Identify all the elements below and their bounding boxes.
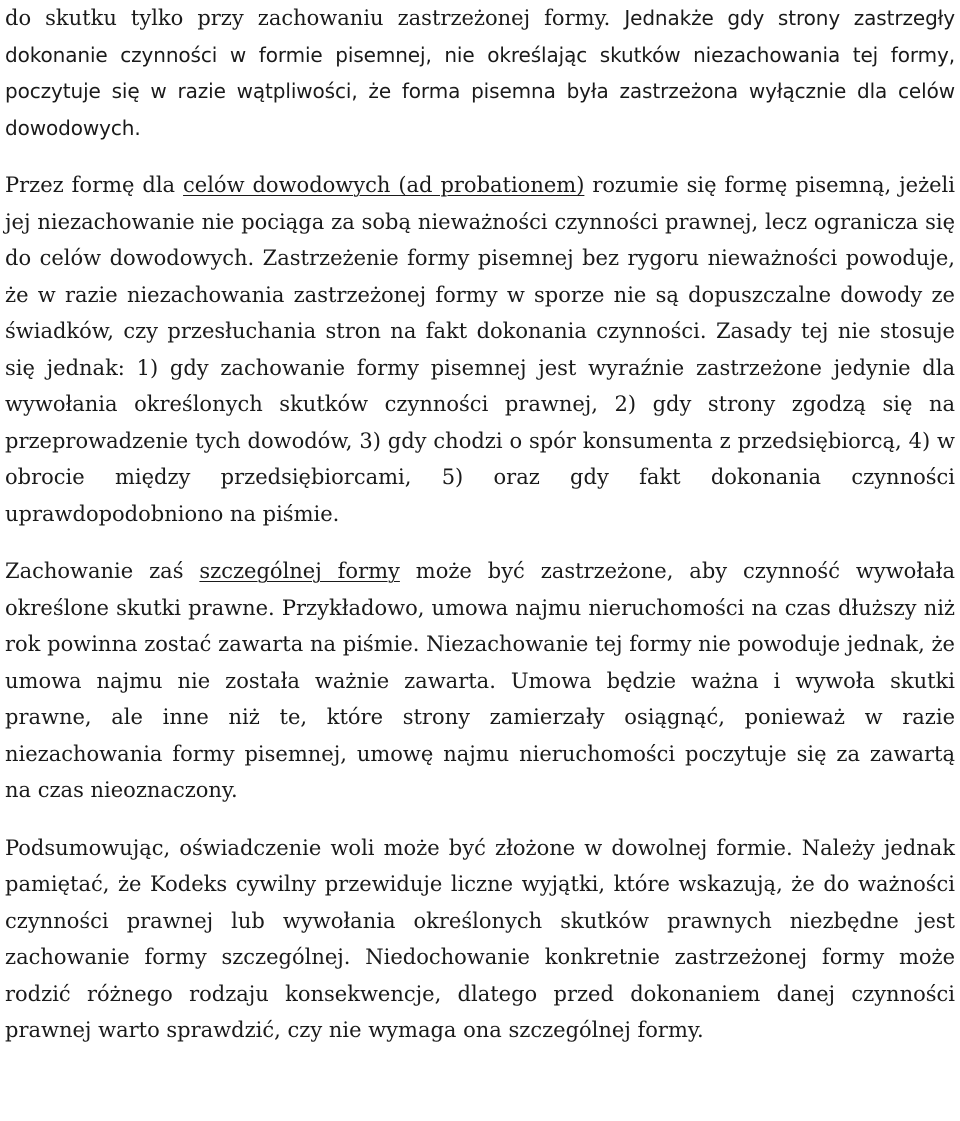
paragraph-1-text-b: Jednakże gdy strony zastrzegły dokonanie czynności w formie pisemnej, nie określając skutków niezachowania tej formy, poczytuje się w razie wątpliwości, że forma pisemna była zastrzeżona wyłącznie dla celów dowodowych. <box>5 6 955 140</box>
paragraph-gap <box>5 809 955 830</box>
document-body <box>5 0 955 1049</box>
paragraph-1 <box>5 0 955 146</box>
paragraph-1-text-a: do skutku tylko przy zachowaniu zastrzeżonej formy. <box>5 6 625 30</box>
link-ad-probationem[interactable]: celów dowodowych (ad probationem) <box>183 173 585 197</box>
paragraph-2-text-a: Przez formę dla <box>5 173 184 197</box>
paragraph-gap <box>5 532 955 553</box>
paragraph-3-text-b: może być zastrzeżone, aby czynność wywołała określone skutki prawne. Przykładowo, umowa najmu nieruchomości na czas dłuższy niż rok powinna zostać zawarta na piśmie. Niezachowanie tej formy nie powoduje jednak, że umowa najmu nie została ważnie zawarta. Umowa będzie ważna i wywoła skutki prawne, ale inne niż te, które strony zamierzały osiągnąć, ponieważ w razie niezachowania formy pisemnej, umowę najmu nieruchomości poczytuje się za zawartą na czas nieoznaczony. <box>5 559 955 802</box>
paragraph-4 <box>5 830 955 1049</box>
paragraph-3-text-a: Zachowanie zaś <box>5 559 200 583</box>
paragraph-3 <box>5 553 955 809</box>
paragraph-2-text-b: rozumie się formę pisemną, jeżeli jej niezachowanie nie pociąga za sobą nieważności czynności prawnej, lecz ogranicza się do celów dowodowych. Zastrzeżenie formy pisemnej bez rygoru nieważności powoduje, że w razie niezachowania zastrzeżonej formy w sporze nie są dopuszczalne dowody ze świadków, czy przesłuchania stron na fakt dokonania czynności. Zasady tej nie stosuje się jednak: 1) gdy zachowanie formy pisemnej jest wyraźnie zastrzeżone jedynie dla wywołania określonych skutków czynności prawnej, 2) gdy strony zgodzą się na przeprowadzenie tych dowodów, 3) gdy chodzi o spór konsumenta z przedsiębiorcą, 4) w obrocie między przedsiębiorcami, 5) oraz gdy fakt dokonania czynności uprawdopodobniono na piśmie. <box>5 173 955 526</box>
link-szczegolnej-formy[interactable]: szczególnej formy <box>199 559 400 583</box>
paragraph-4-text: Podsumowując, oświadczenie woli może być złożone w dowolnej formie. Należy jednak pamiętać, że Kodeks cywilny przewiduje liczne wyjątki, które wskazują, że do ważności czynności prawnej lub wywołania określonych skutków prawnych niezbędne jest zachowanie formy szczególnej. Niedochowanie konkretnie zastrzeżonej formy może rodzić różnego rodzaju konsekwencje, dlatego przed dokonaniem danej czynności prawnej warto sprawdzić, czy nie wymaga ona szczególnej formy. <box>5 835 955 1042</box>
paragraph-2 <box>5 167 955 532</box>
paragraph-gap <box>5 146 955 167</box>
